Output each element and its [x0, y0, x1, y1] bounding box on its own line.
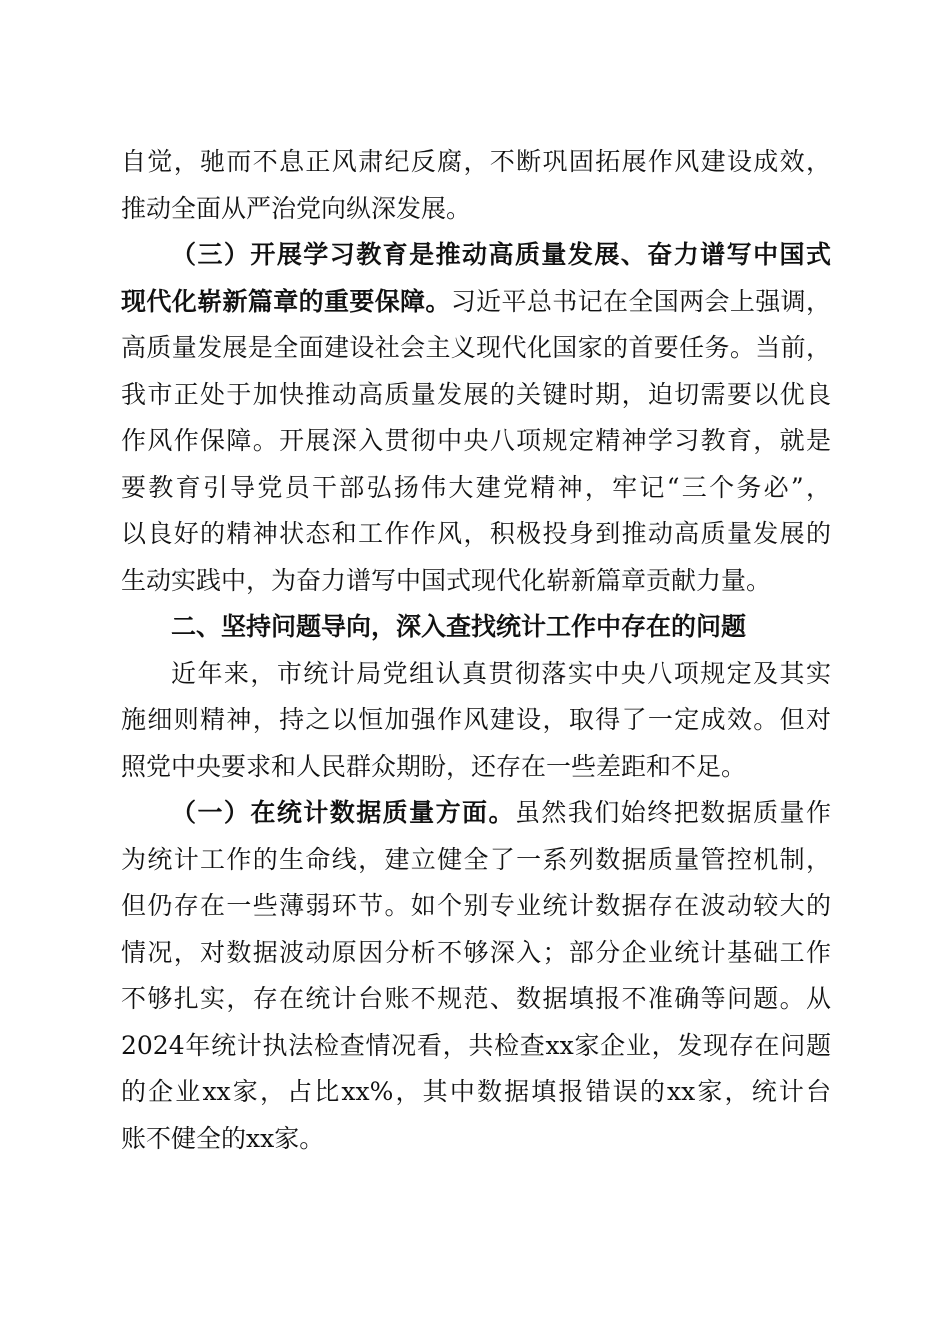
section-lead-bold-continued: 现代化崭新篇章的重要保障。 — [121, 287, 451, 316]
paragraph-line — [121, 286, 831, 318]
paragraph-line: 推动全面从严治党向纵深发展。 — [121, 194, 472, 223]
section-lead-bold: （一）在统计数据质量方面。 — [171, 798, 515, 827]
paragraph-line: 的企业xx家，占比xx%，其中数据填报错误的xx家，统计台 — [121, 1077, 831, 1106]
paragraph-line: 施细则精神，持之以恒加强作风建设，取得了一定成效。但对 — [121, 705, 831, 734]
paragraph-line: 自觉，驰而不息正风肃纪反腐，不断巩固拓展作风建设成效， — [121, 147, 831, 176]
paragraph-line: 账不健全的xx家。 — [121, 1124, 325, 1153]
paragraph-line: 照党中央要求和人民群众期盼，还存在一些差距和不足。 — [121, 752, 747, 781]
paragraph-line — [171, 797, 831, 829]
paragraph-line: 高质量发展是全面建设社会主义现代化国家的首要任务。当前， — [121, 333, 831, 362]
paragraph-line: 我市正处于加快推动高质量发展的关键时期，迫切需要以优良 — [121, 380, 831, 409]
paragraph-line: 以良好的精神状态和工作作风，积极投身到推动高质量发展的 — [121, 519, 831, 548]
paragraph-line: 近年来，市统计局党组认真贯彻落实中央八项规定及其实 — [171, 659, 831, 688]
section-lead-bold: （三）开展学习教育是推动高质量发展、奋力谱写中国式 — [171, 240, 831, 269]
paragraph-line: 但仍存在一些薄弱环节。如个别专业统计数据存在波动较大的 — [121, 891, 831, 920]
paragraph-line: 不够扎实，存在统计台账不规范、数据填报不准确等问题。从 — [121, 984, 831, 1013]
paragraph-line: 生动实践中，为奋力谱写中国式现代化崭新篇章贡献力量。 — [121, 566, 772, 595]
paragraph-text: 习近平总书记在全国两会上强调， — [450, 287, 831, 316]
paragraph-line: 要教育引导党员干部弘扬伟大建党精神，牢记“三个务必”， — [121, 473, 831, 502]
paragraph-text: 虽然我们始终把数据质量作 — [514, 798, 831, 827]
section-heading: 二、坚持问题导向，深入查找统计工作中存在的问题 — [171, 612, 747, 641]
paragraph-line: 作风作保障。开展深入贯彻中央八项规定精神学习教育，就是 — [121, 426, 831, 455]
paragraph-line: 情况，对数据波动原因分析不够深入；部分企业统计基础工作 — [121, 938, 831, 967]
paragraph-line: 为统计工作的生命线，建立健全了一系列数据质量管控机制， — [121, 845, 831, 874]
paragraph-line: 2024年统计执法检查情况看，共检查xx家企业，发现存在问题 — [121, 1031, 831, 1060]
